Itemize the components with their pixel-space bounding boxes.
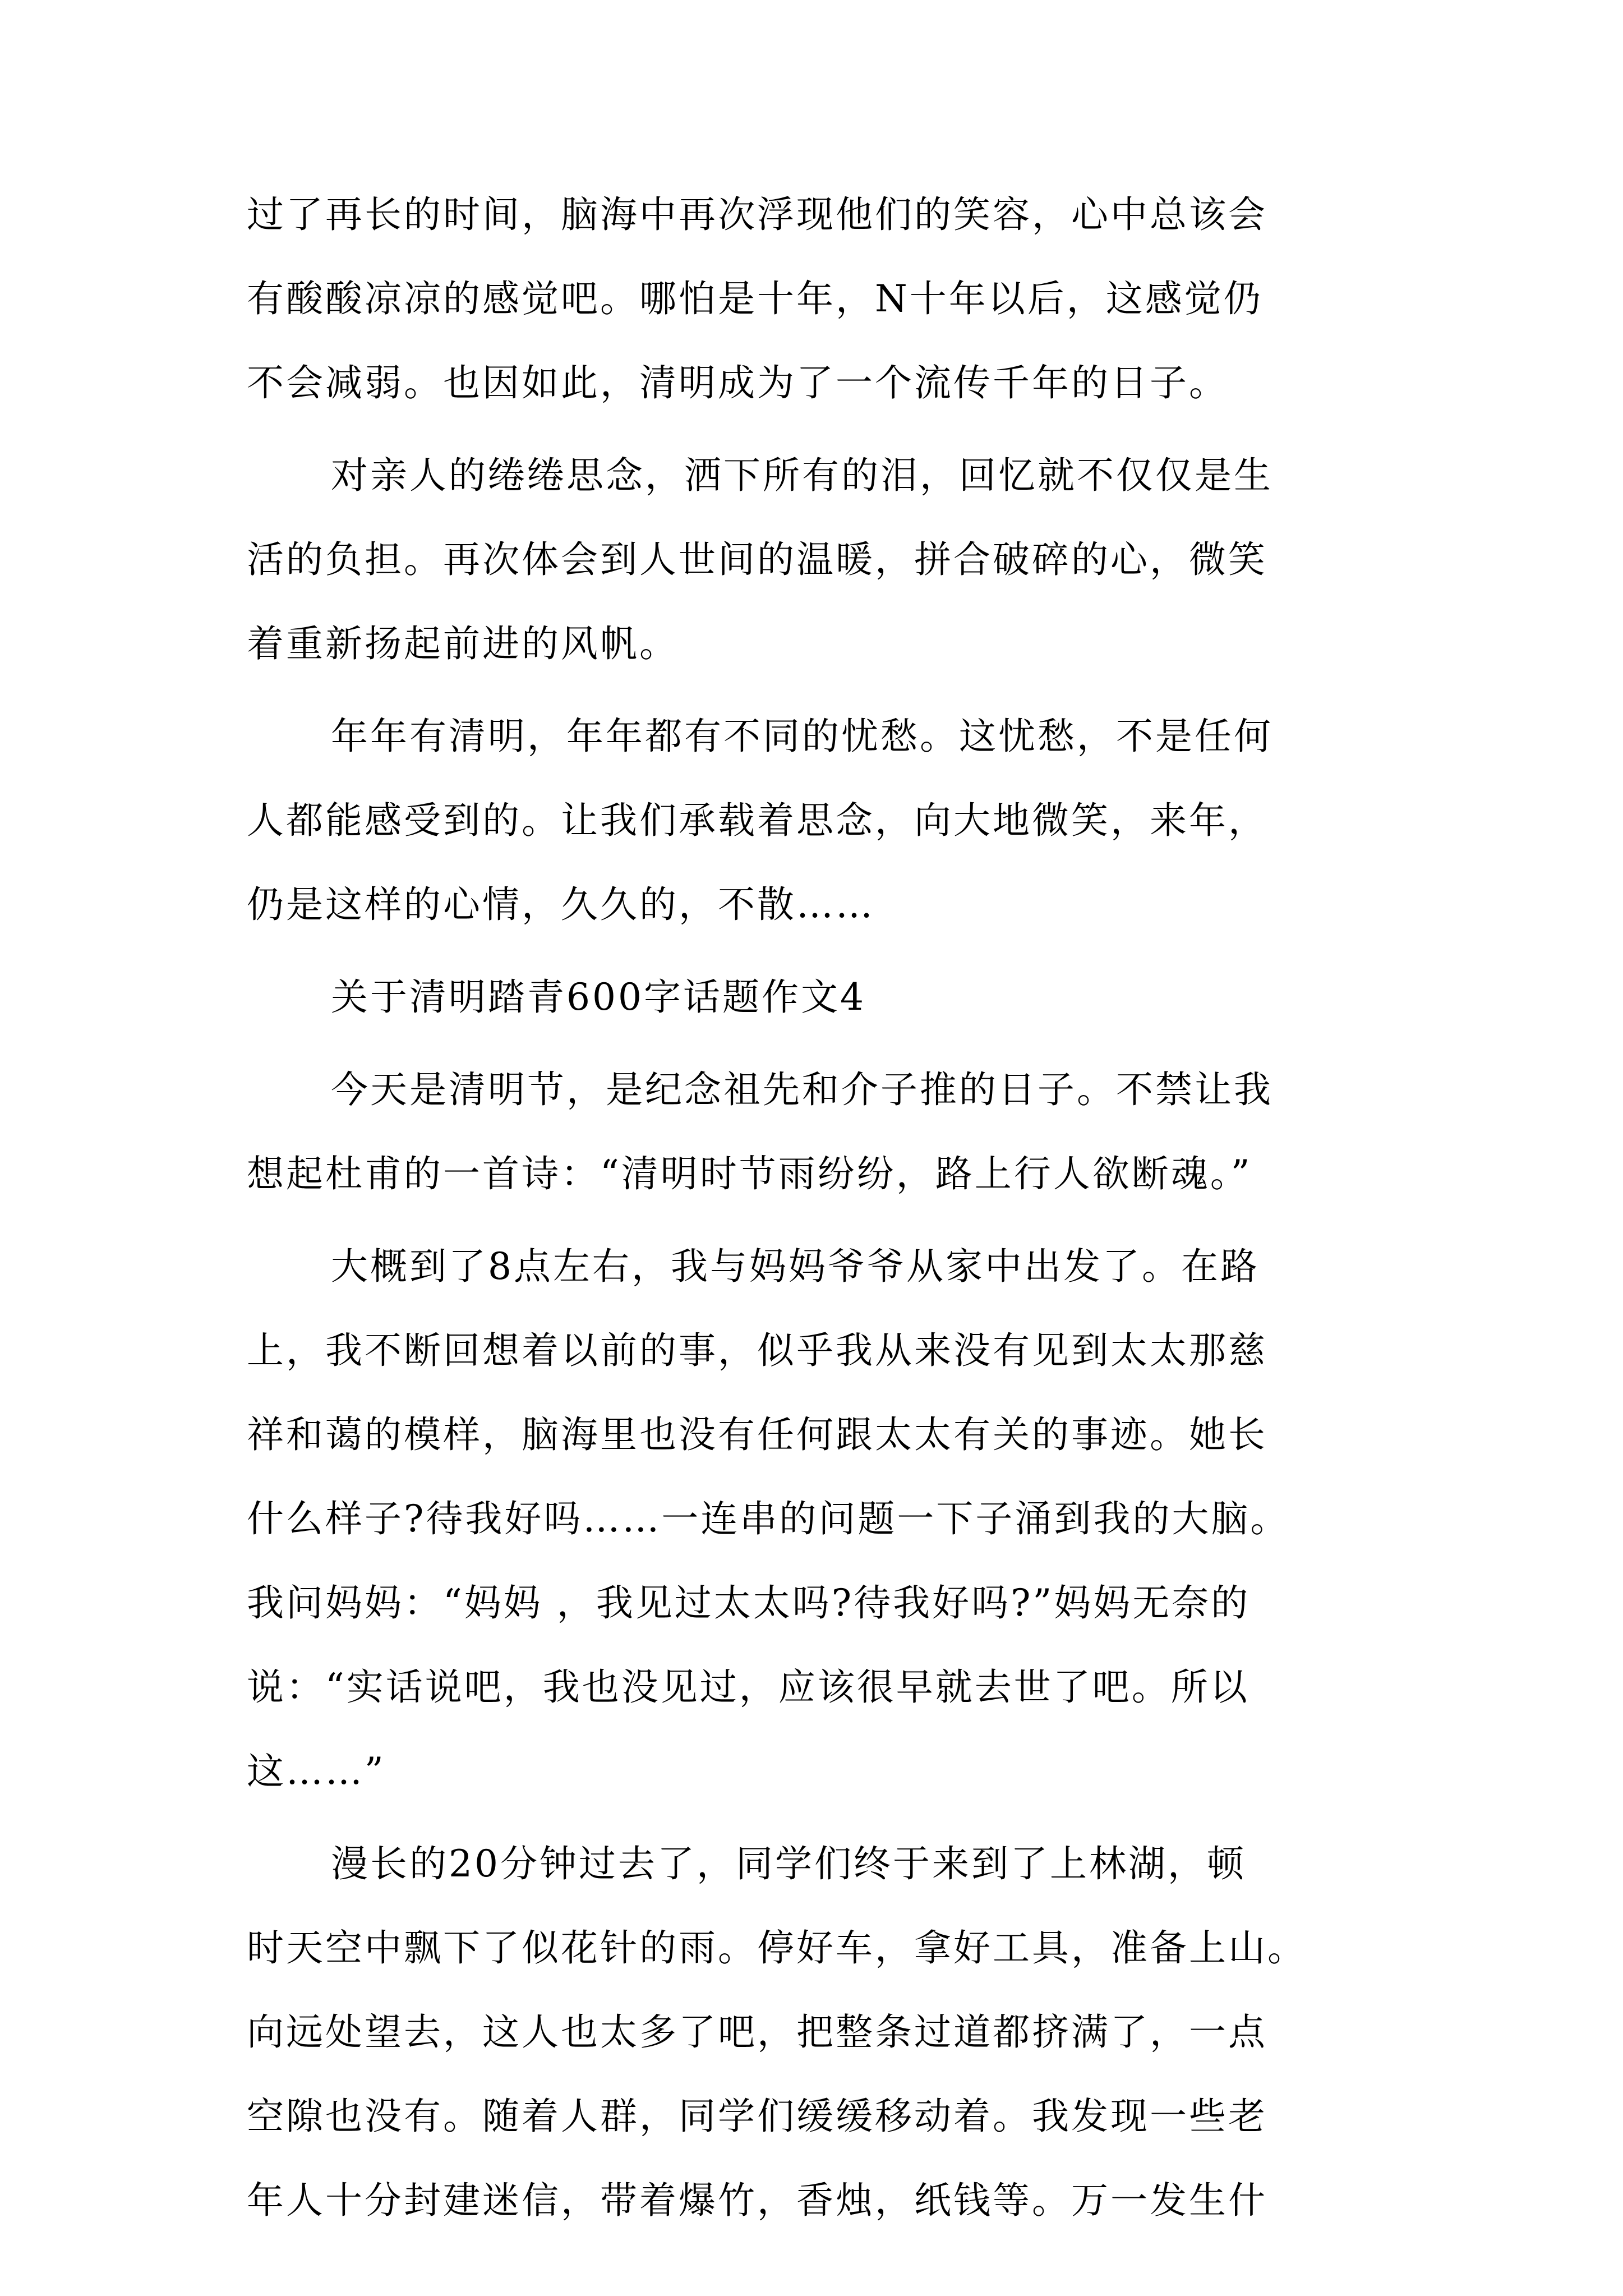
text-line: 过了再长的时间，脑海中再次浮现他们的笑容，心中总该会	[247, 193, 1267, 236]
text-line: 着重新扬起前进的风帆。	[247, 622, 679, 665]
text-line: 我问妈妈：“妈妈 ，我见过太太吗?待我好吗?”妈妈无奈的	[247, 1581, 1251, 1625]
text-line: 今天是清明节，是纪念祖先和介子推的日子。不禁让我	[331, 1068, 1273, 1111]
text-line: 漫长的20分钟过去了，同学们终于来到了上林湖，顿	[331, 1842, 1246, 1885]
text-line: 时天空中飘下了似花针的雨。停好车，拿好工具，准备上山。	[247, 1926, 1307, 1970]
text-line: 空隙也没有。随着人群，同学们缓缓移动着。我发现一些老	[247, 2095, 1267, 2138]
text-line: 不会减弱。也因如此，清明成为了一个流传千年的日子。	[247, 361, 1228, 404]
text-line: 什么样子?待我好吗……一连串的问题一下子涌到我的大脑。	[247, 1497, 1290, 1540]
text-line: 人都能感受到的。让我们承载着思念，向大地微笑，来年，	[247, 799, 1267, 842]
text-line: 向远处望去，这人也太多了吧，把整条过道都挤满了，一点	[247, 2010, 1267, 2054]
text-line: 想起杜甫的一首诗：“清明时节雨纷纷，路上行人欲断魂。”	[247, 1152, 1252, 1195]
text-line: 对亲人的绻绻思念，洒下所有的泪，回忆就不仅仅是生	[331, 454, 1273, 497]
text-line: 上，我不断回想着以前的事，似乎我从来没有见到太太那慈	[247, 1329, 1267, 1372]
text-line: 仍是这样的心情，久久的，不散……	[247, 883, 875, 926]
text-line: 大概到了8点左右，我与妈妈爷爷从家中出发了。在路	[331, 1245, 1260, 1288]
section-heading: 关于清明踏青600字话题作文4	[331, 976, 866, 1019]
text-line: 祥和蔼的模样，脑海里也没有任何跟太太有关的事迹。她长	[247, 1413, 1267, 1456]
text-line: 年年有清明，年年都有不同的忧愁。这忧愁，不是任何	[331, 715, 1273, 758]
text-line: 说：“实话说吧，我也没见过，应该很早就去世了吧。所以	[247, 1665, 1249, 1709]
text-line: 这……”	[247, 1750, 386, 1793]
text-line: 活的负担。再次体会到人世间的温暖，拼合破碎的心，微笑	[247, 538, 1267, 581]
text-line: 年人十分封建迷信，带着爆竹，香烛，纸钱等。万一发生什	[247, 2179, 1267, 2222]
text-line: 有酸酸凉凉的感觉吧。哪怕是十年，N十年以后，这感觉仍	[247, 277, 1263, 320]
